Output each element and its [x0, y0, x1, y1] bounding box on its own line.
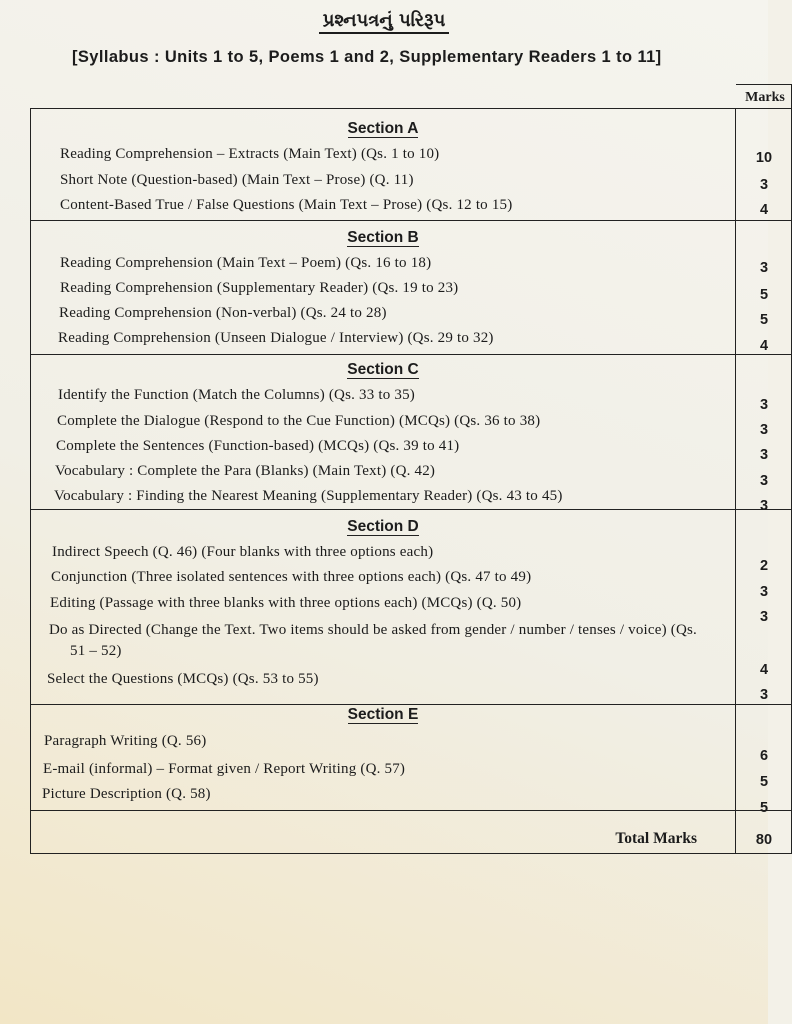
section-d-title-text: Section D [347, 518, 419, 535]
section-d-row: Select the Questions (MCQs) (Qs. 53 to 55) [47, 671, 319, 687]
section-divider [30, 704, 792, 705]
section-b-title-text: Section B [347, 229, 419, 246]
section-c-mark: 3 [759, 473, 769, 489]
section-e-row: Picture Description (Q. 58) [42, 786, 211, 802]
section-divider [30, 220, 792, 221]
section-c-title-text: Section C [347, 361, 419, 378]
section-e-mark: 5 [759, 800, 769, 816]
section-d-mark: 3 [759, 687, 769, 703]
section-a-mark: 10 [755, 150, 773, 166]
section-d-mark: 3 [759, 609, 769, 625]
section-e-title [30, 706, 736, 724]
section-c-title [30, 361, 736, 379]
total-marks-label: Total Marks [615, 830, 697, 847]
section-a-row: Short Note (Question-based) (Main Text – Prose) (Q. 11) [60, 172, 414, 188]
section-b-row: Reading Comprehension (Unseen Dialogue / Interview) (Qs. 29 to 32) [58, 330, 494, 346]
page-title [0, 10, 768, 34]
section-a-mark: 4 [759, 202, 769, 218]
section-d-row: Conjunction (Three isolated sentences with three options each) (Qs. 47 to 49) [51, 569, 532, 585]
section-e-row: Paragraph Writing (Q. 56) [44, 733, 207, 749]
total-marks-value: 80 [755, 832, 773, 848]
section-c-mark: 3 [759, 397, 769, 413]
section-e-row: E-mail (informal) – Format given / Report Writing (Q. 57) [43, 761, 406, 777]
section-a-row: Reading Comprehension – Extracts (Main Text) (Qs. 1 to 10) [60, 146, 440, 162]
page-title-text: પ્રશ્નપત્રનું પરિરૂપ [319, 10, 450, 34]
section-c-mark: 3 [759, 447, 769, 463]
section-b-row: Reading Comprehension (Non-verbal) (Qs. 24 to 28) [59, 305, 387, 321]
section-b-mark: 3 [759, 260, 769, 276]
section-b-row: Reading Comprehension (Main Text – Poem) (Qs. 16 to 18) [60, 255, 432, 271]
section-e-mark: 6 [759, 748, 769, 764]
section-c-row: Complete the Dialogue (Respond to the Cue Function) (MCQs) (Qs. 36 to 38) [57, 413, 541, 429]
section-divider [30, 509, 792, 510]
section-c-row: Vocabulary : Complete the Para (Blanks) (Main Text) (Q. 42) [55, 463, 436, 479]
section-b-mark: 4 [759, 338, 769, 354]
section-c-row: Identify the Function (Match the Columns) (Qs. 33 to 35) [58, 387, 415, 403]
section-d-mark: 3 [759, 584, 769, 600]
section-divider [30, 354, 792, 355]
section-d-row: Indirect Speech (Q. 46) (Four blanks with three options each) [52, 544, 434, 560]
syllabus-line: [Syllabus : Units 1 to 5, Poems 1 and 2, Supplementary Readers 1 to 11] [72, 48, 662, 66]
section-b-mark: 5 [759, 312, 769, 328]
section-a-row: Content-Based True / False Questions (Main Text – Prose) (Qs. 12 to 15) [60, 197, 513, 213]
section-b-row: Reading Comprehension (Supplementary Reader) (Qs. 19 to 23) [60, 280, 459, 296]
marks-header-divider [736, 108, 792, 109]
section-c-mark: 3 [759, 422, 769, 438]
section-c-mark: 3 [759, 498, 769, 514]
section-d-row-multiline [49, 620, 709, 662]
section-d-row-multiline-text: Do as Directed (Change the Text. Two items should be asked from gender / number / tenses / voice) (Qs. 51 – 52) [49, 622, 698, 659]
section-a-mark: 3 [759, 177, 769, 193]
marks-table [30, 84, 785, 856]
section-c-row: Complete the Sentences (Function-based) (MCQs) (Qs. 39 to 41) [56, 438, 460, 454]
section-b-title [30, 229, 736, 247]
total-divider [30, 810, 792, 811]
section-a-title [30, 120, 736, 138]
section-d-mark: 2 [759, 558, 769, 574]
section-a-title-text: Section A [347, 120, 419, 137]
section-d-title [30, 518, 736, 536]
section-e-mark: 5 [759, 774, 769, 790]
section-e-title-text: Section E [347, 706, 419, 723]
section-d-row: Editing (Passage with three blanks with three options each) (MCQs) (Q. 50) [50, 595, 522, 611]
section-c-row: Vocabulary : Finding the Nearest Meaning (Supplementary Reader) (Qs. 43 to 45) [54, 488, 563, 504]
section-d-mark: 4 [759, 662, 769, 678]
section-b-mark: 5 [759, 287, 769, 303]
marks-header: Marks [745, 90, 785, 105]
marks-column [736, 84, 792, 854]
